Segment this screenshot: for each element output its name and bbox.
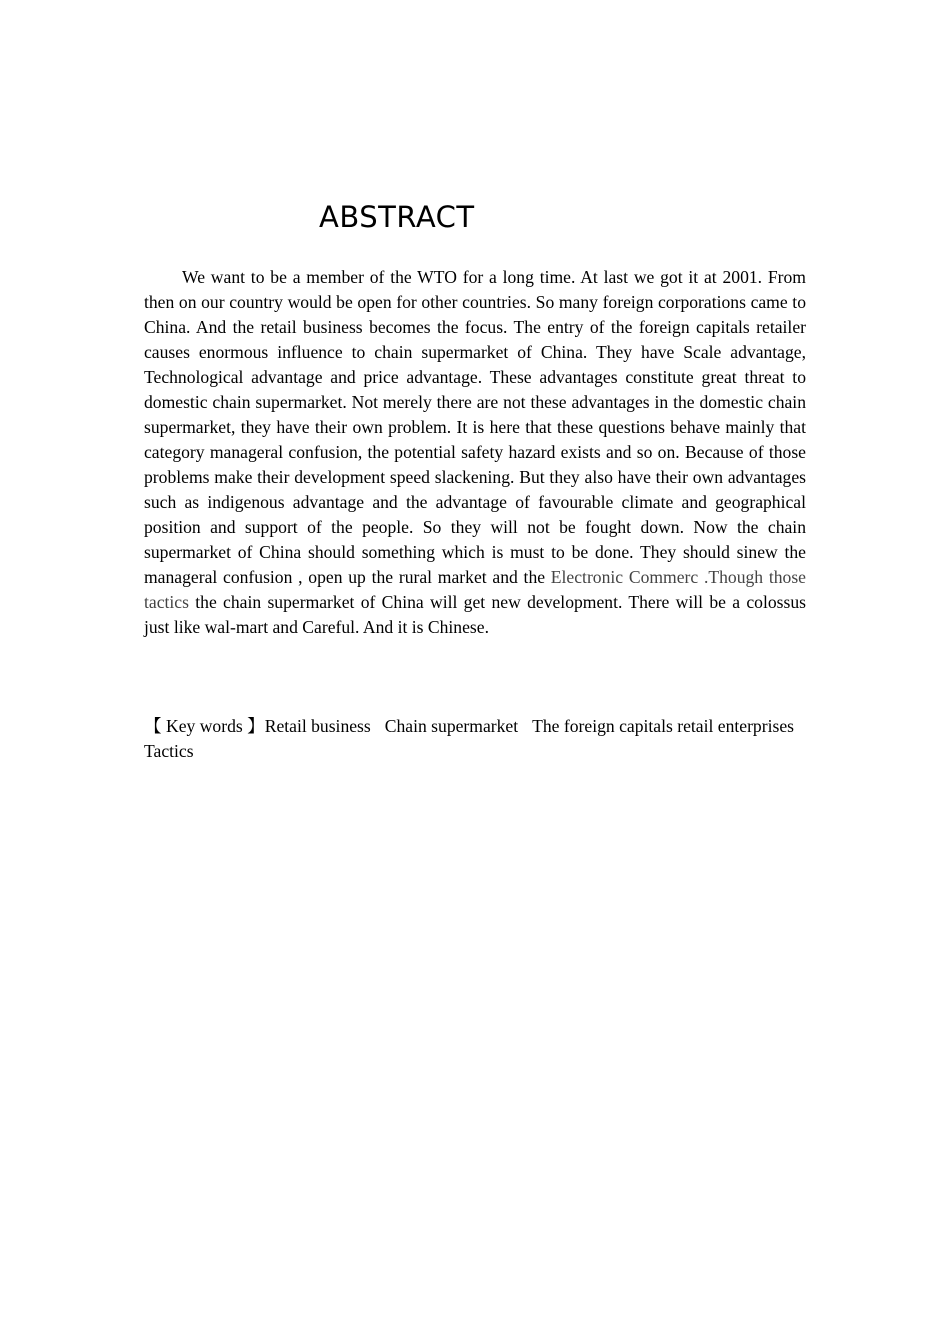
keywords-section <box>144 714 806 764</box>
abstract-title: ABSTRACT <box>319 200 475 234</box>
abstract-body-part-2: Electronic Commerc .Though those tactics <box>144 567 806 612</box>
keyword-item-2: Chain supermarket <box>384 716 519 736</box>
keyword-item-4: Tactics <box>144 741 194 761</box>
keywords-label: 【 Key words 】 <box>144 716 265 736</box>
abstract-body <box>144 265 806 640</box>
abstract-body-part-1: We want to be a member of the WTO for a long time. At last we got it at 2001. From then on our country would be open for other countries. So many foreign corporations came to China. And the retail business becomes the focus. The entry of the foreign capitals retailer causes enormous influence to chain supermarket of China. They have Scale advantage, Technological advantage and price advantage. These advantages constitute great threat to domestic chain supermarket. Not merely there are not these advantages in the domestic chain supermarket, they have their own problem. It is here that these questions behave mainly that category manageral confusion, the potential safety hazard exists and so on. Because of those problems make their development speed slackening. But they also have their own advantages such as indigenous advantage and the advantage of favourable climate and geographical position and support of the people. So they will not be fought down. Now the chain supermarket of China should something which is must to be done. They should sinew the manageral confusion , open up the rural market and the <box>144 267 806 587</box>
abstract-body-part-3: the chain supermarket of China will get new development. There will be a colossus just like wal-mart and Careful. And it is Chinese. <box>144 592 806 637</box>
keyword-item-3: The foreign capitals retail enterprises <box>532 716 794 736</box>
keyword-item-1: Retail business <box>264 716 371 736</box>
